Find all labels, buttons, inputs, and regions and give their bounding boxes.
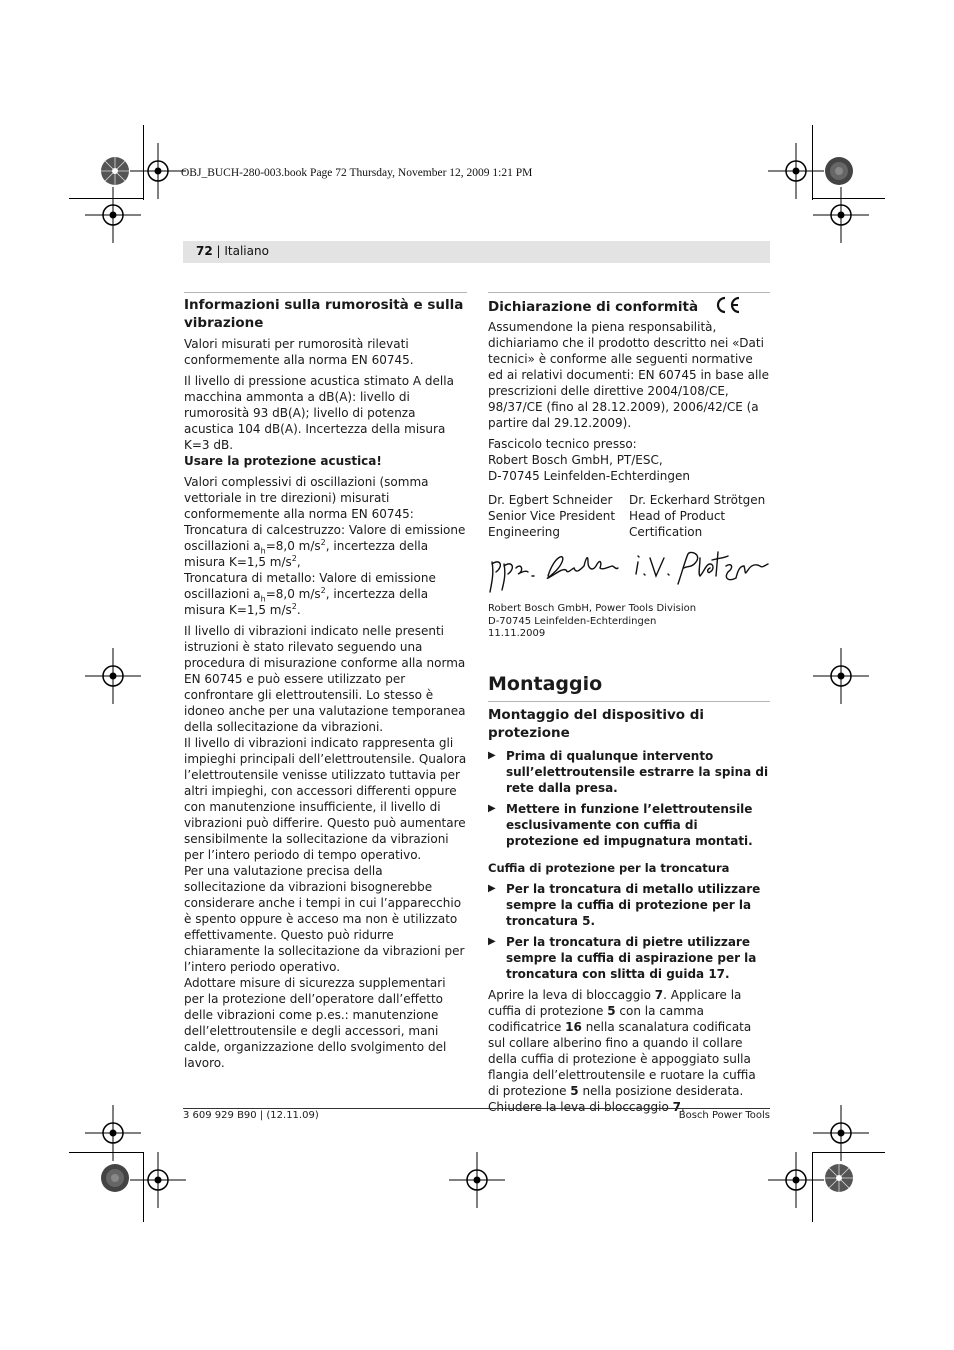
- cuffia-heading: Cuffia di protezione per la troncatura: [488, 860, 730, 875]
- header-separator: |: [212, 244, 225, 258]
- right-column: [488, 292, 770, 1115]
- footer-brand: Bosch Power Tools: [678, 1110, 770, 1121]
- left-column: [184, 292, 467, 1071]
- signers: [488, 492, 770, 540]
- registration-mark-icon: [83, 646, 143, 706]
- page-header: [196, 244, 269, 258]
- signature-date: 11.11.2009: [488, 628, 546, 639]
- registration-mark-icon: [128, 1150, 188, 1210]
- page-number: 72: [196, 244, 213, 258]
- registration-mark-icon: [83, 185, 143, 245]
- footer-doc-number: 3 609 929 B90 | (12.11.09): [183, 1110, 319, 1121]
- registration-mark-icon: [766, 1150, 826, 1210]
- registration-mark-icon: [447, 1150, 507, 1210]
- bullet-item: ▶ Per la troncatura di metallo utilizzare sempre la cuffia di protezione per la troncatura 5.: [488, 881, 761, 928]
- signer-title: Head of Product: [629, 509, 726, 523]
- bullet-arrow-icon: ▶: [488, 882, 496, 894]
- bullet-item: ▶ Prima di qualunque intervento sull’elettroutensile estrarre la spina di rete dalla presa.: [488, 748, 769, 795]
- page-header-bar: [183, 241, 770, 263]
- signature-city: D-70745 Leinfelden-Echterdingen: [488, 615, 657, 627]
- signer-1: [488, 492, 629, 540]
- paragraph: Adottare misure di sicurezza supplementari per la protezione dell’operatore dall’effetto delle vibrazioni come p.es.: manutenzione dell’elettroutensile e degli accessori, mani calde, organizzazione dello svolgimento del lavoro.: [184, 976, 447, 1070]
- declaration-heading: Dichiarazione di conformità: [488, 295, 770, 316]
- bullet-item: ▶ Mettere in funzione l’elettroutensile esclusivamente con cuffia di protezione ed impugnatura montati.: [488, 801, 753, 848]
- ce-mark-icon: [714, 295, 742, 315]
- section-rule: [184, 292, 467, 293]
- section-rule: [488, 701, 770, 702]
- registration-mark-icon: [811, 185, 871, 245]
- noise-vibration-heading: Informazioni sulla rumorosità e sulla vibrazione: [184, 297, 464, 331]
- paragraph: Il livello di vibrazioni indicato rappresenta gli impieghi principali dell’elettroutensile. Qualora l’elettroutensile venisse utilizzato tuttavia per altri impieghi, con accessori differenti oppure con manutenzione insufficiente, il livello di vibrazioni può differire. Questo può aumentare sensibilmente la sollecitazione da vibrazioni per l’intero periodo di tempo operativo.: [184, 736, 467, 862]
- bullet-arrow-icon: ▶: [488, 802, 496, 814]
- hearing-protection-warning: Usare la protezione acustica!: [184, 454, 382, 468]
- paragraph: Valori complessivi di oscillazioni (somma vettoriale in tre direzioni) misurati conformemente alla norma EN 60745:: [184, 475, 429, 521]
- footer-rule: [183, 1108, 770, 1109]
- bullet-arrow-icon: ▶: [488, 749, 496, 761]
- paragraph: Il livello di vibrazioni indicato nelle presenti istruzioni è stato rilevato seguendo una procedura di misurazione conforme alla norma EN 60745 e può essere utilizzato per confrontare gli elettroutensili. Lo stesso è idoneo anche per una valutazione temporanea della sollecitazione da vibrazioni.: [184, 624, 466, 734]
- subheading-guard-mounting: Montaggio del dispositivo di protezione: [488, 706, 705, 741]
- signer-dept: Engineering: [488, 525, 560, 539]
- bullet-item: ▶ Per la troncatura di pietre utilizzare sempre la cuffia di aspirazione per la troncatura con slitta di guida 17.: [488, 934, 757, 981]
- section-rule: [488, 292, 770, 293]
- concrete-vibration-value: Troncatura di calcestruzzo: Valore di emissione oscillazioni $a_h=8,0$ $m/s^2$, incertezza della misura K=1,5 $m/s^2$,: [184, 523, 466, 569]
- print-info: OBJ_BUCH-280-003.book Page 72 Thursday, November 12, 2009 1:21 PM: [181, 167, 533, 179]
- print-target-disc-icon: [100, 156, 130, 186]
- registration-mark-icon: [811, 646, 871, 706]
- signer-name: Dr. Eckerhard Strötgen: [629, 493, 766, 507]
- handwritten-signatures-icon: [488, 548, 772, 598]
- declaration-text: Assumendone la piena responsabilità, dichiariamo che il prodotto descritto nei «Dati tecnici» è conforme alle seguenti normative ed ai relativi documenti: EN 60745 in base alle prescrizioni delle direttive 2004/108/CE, 98/37/CE (fino al 28.12.2009), 2006/42/CE (a partire dal 29.12.2009).: [488, 320, 770, 430]
- section-heading-montaggio: Montaggio: [488, 672, 603, 695]
- tech-file-company: Robert Bosch GmbH, PT/ESC,: [488, 453, 663, 467]
- print-target-disc-icon: [100, 1163, 130, 1193]
- bullet-arrow-icon: ▶: [488, 935, 496, 947]
- metal-vibration-value: Troncatura di metallo: Valore di emissione oscillazioni $a_h=8,0$ $m/s^2$, incertezza della misura K=1,5 $m/s^2$.: [184, 571, 436, 617]
- paragraph: Il livello di pressione acustica stimato A della macchina ammonta a dB(A): livello di rumorosità 93 dB(A); livello di potenza acustica 104 dB(A). Incertezza della misura K=3 dB.: [184, 374, 454, 452]
- paragraph: Per una valutazione precisa della sollecitazione da vibrazioni bisognerebbe considerare anche i tempi in cui l’apparecchio è spento oppure è acceso ma non è utilizzato effettivamente. Questo può ridurre chiaramente la sollecitazione da vibrazioni per l’intero periodo operativo.: [184, 864, 465, 974]
- paragraph: Valori misurati per rumorosità rilevati conformemente alla norma EN 60745.: [184, 337, 414, 367]
- print-target-disc-icon: [824, 1163, 854, 1193]
- signer-title: Senior Vice President: [488, 509, 616, 523]
- mounting-instructions: Aprire la leva di bloccaggio 7. Applicare la cuffia di protezione 5 con la camma codificatrice 16 nella scanalatura codificata sul collare alberino fino a quando il collare della cuffia di protezione è appoggiato sulla flangia dell’elettroutensile e ruotare la cuffia di protezione 5 nella posizione desiderata. Chiudere la leva di bloccaggio 7.: [488, 987, 756, 1114]
- signer-dept: Certification: [629, 525, 703, 539]
- header-language: Italiano: [224, 244, 269, 258]
- signer-2: [629, 492, 770, 540]
- signer-name: Dr. Egbert Schneider: [488, 493, 613, 507]
- signature-company: Robert Bosch GmbH, Power Tools Division: [488, 603, 697, 614]
- print-target-disc-icon: [824, 156, 854, 186]
- tech-file-label: Fascicolo tecnico presso:: [488, 437, 637, 451]
- tech-file-city: D-70745 Leinfelden-Echterdingen: [488, 469, 690, 483]
